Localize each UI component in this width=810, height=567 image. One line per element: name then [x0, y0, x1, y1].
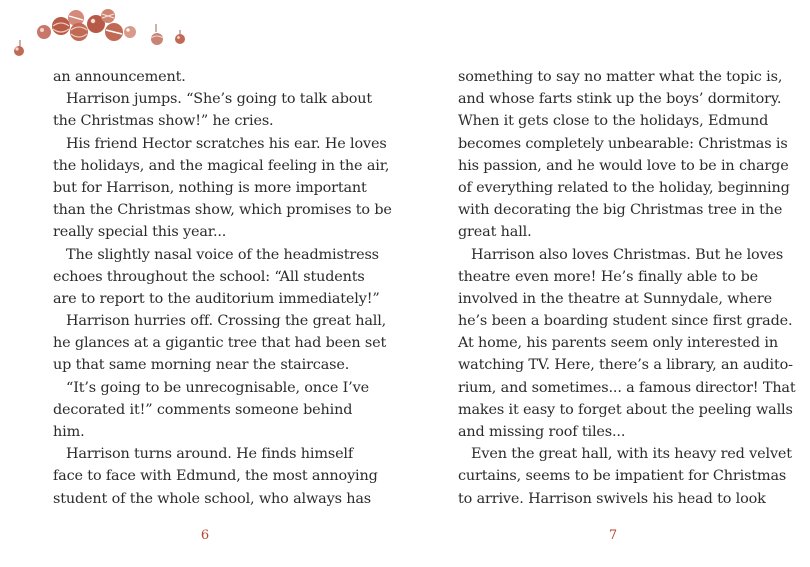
text-line: an announcement.	[53, 69, 186, 85]
right-page-text	[458, 66, 796, 510]
text-line: Harrison hurries off. Crossing the great hall,	[66, 313, 387, 330]
text-line: really special this year...	[53, 224, 227, 241]
text-line: becomes completely unbearable: Christmas is	[458, 135, 788, 152]
left-page-text	[53, 66, 392, 510]
text-line: he glances at a gigantic tree that had been set	[53, 335, 387, 352]
text-line: student of the whole school, who always has	[53, 490, 372, 507]
text-line: something to say no matter what the topic is,	[458, 69, 783, 85]
text-line: Harrison jumps. “She’s going to talk about	[66, 91, 373, 108]
text-line: of everything related to the holiday, beginning	[458, 179, 790, 196]
text-line: involved in the theatre at Sunnydale, where	[458, 290, 773, 307]
text-line: When it gets close to the holidays, Edmund	[458, 113, 769, 130]
christmas-baubles-icon	[6, 2, 206, 62]
text-line: watching TV. Here, there’s a library, an audito-	[458, 357, 793, 374]
text-line: Harrison turns around. He finds himself	[66, 446, 354, 463]
text-line: The slightly nasal voice of the headmistress	[66, 246, 379, 263]
text-line: Harrison also loves Christmas. But he loves	[471, 246, 784, 263]
text-line: echoes throughout the school: “All students	[53, 268, 365, 285]
text-line: than the Christmas show, which promises to be	[53, 202, 392, 219]
text-line: are to report to the auditorium immediately!”	[53, 290, 380, 307]
text-line: decorated it!” comments someone behind	[53, 401, 353, 418]
text-line: makes it easy to forget about the peeling walls	[458, 401, 793, 418]
text-line: to arrive. Harrison swivels his head to look	[458, 490, 766, 507]
text-line: up that same morning near the staircase.	[53, 357, 350, 374]
text-line: and missing roof tiles...	[458, 424, 626, 440]
text-line: his passion, and he would love to be in charge	[458, 157, 789, 174]
text-line: with decorating the big Christmas tree in the	[458, 202, 783, 219]
page-number: 7	[608, 528, 618, 543]
page-number: 6	[200, 528, 210, 543]
text-line: theatre even more! He’s finally able to be	[458, 268, 758, 285]
text-line: him.	[53, 424, 85, 440]
text-line: but for Harrison, nothing is more important	[53, 179, 367, 196]
text-line: and whose farts stink up the boys’ dormitory.	[458, 91, 782, 108]
text-line: face to face with Edmund, the most annoying	[53, 468, 378, 485]
text-line: the Christmas show!” he cries.	[53, 113, 274, 130]
text-line: great hall.	[458, 224, 532, 241]
text-line: rium, and sometimes... a famous director! That	[458, 379, 796, 396]
text-line: he’s been a boarding student since first grade.	[458, 313, 793, 330]
text-line: “It’s going to be unrecognisable, once I’ve	[66, 379, 369, 396]
text-line: At home, his parents seem only interested in	[458, 335, 778, 352]
text-line: curtains, seems to be impatient for Christmas	[458, 468, 787, 485]
text-line: His friend Hector scratches his ear. He loves	[66, 135, 387, 152]
text-line: Even the great hall, with its heavy red velvet	[471, 446, 792, 463]
right-page	[405, 0, 810, 567]
text-line: the holidays, and the magical feeling in the air,	[53, 157, 390, 174]
